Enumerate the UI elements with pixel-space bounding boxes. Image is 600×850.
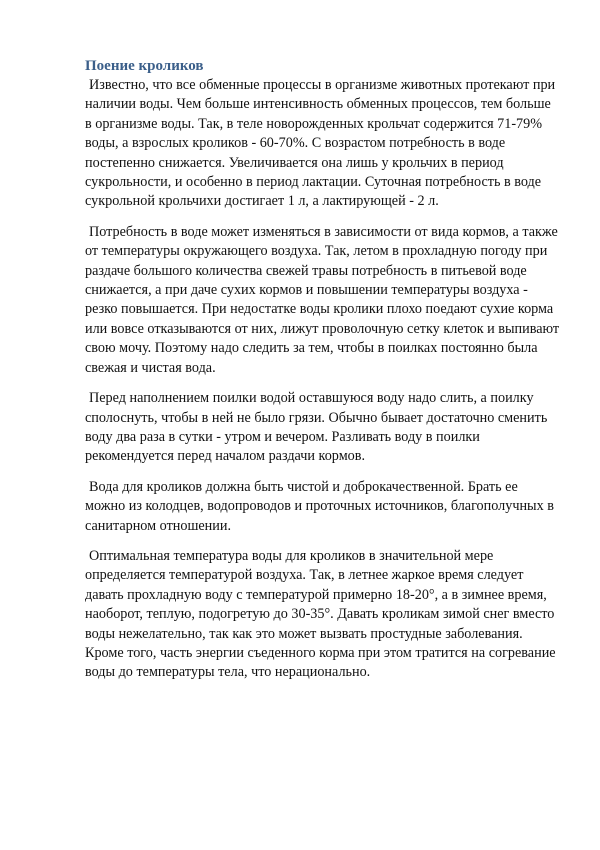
document-body — [85, 56, 560, 694]
paragraph-water-needs-feed: Потребность в воде может изменяться в зависимости от вида кормов, а также от температуры окружающего воздуха. Так, летом в прохладную погоду при раздаче большого количества свежей травы потребность в питьевой воде снижается, а при даче сухих кормов и повышении температуры воздуха - резко повышается. При недостатке воды кролики плохо поедают сухие корма или вовсе отказываются от них, лижут проволочную сетку клеток и выпивают свою мочу. Поэтому надо следить за тем, чтобы в поилках постоянно была свежая и чистая вода. — [85, 223, 560, 376]
paragraph-drinker-refill: Перед наполнением поилки водой оставшуюся воду надо слить, а поилку сполоснуть, чтобы в ней не было грязи. Обычно бывает достаточно сменить воду два раза в сутки - утром и вечером. Разливать воду в поилки рекомендуется перед началом раздачи кормов. — [85, 390, 548, 465]
paragraph-water-temperature: Оптимальная температура воды для кроликов в значительной мере определяется температурой воздуха. Так, в летнее жаркое время следует давать прохладную воду с температурой примерно 18-20°, а в зимнее время, наоборот, теплую, подогретую до 30-35°. Давать кроликам зимой снег вместо воды нежелательно, так как это может вызвать простудные заболевания. Кроме того, часть энергии съеденного корма при этом тратится на согревание воды до температуры тела, что нерационально. — [85, 547, 556, 681]
paragraph-water-metabolism: Известно, что все обменные процессы в организме животных протекают при наличии воды. Чем больше интенсивность обменных процессов, тем больше в организме воды. Так, в теле новорожденных крольчат содержится 71-79% воды, а взрослых кроликов - 60-70%. С возрастом потребность в воде постепенно снижается. Увеличивается она лишь у крольчих в период сукрольности, и особенно в период лактации. Суточная потребность в воде сукрольной крольчихи достигает 1 л, а лактирующей - 2 л. — [85, 77, 556, 210]
paragraph-water-quality: Вода для кроликов должна быть чистой и доброкачественной. Брать ее можно из колодцев, водопроводов и проточных источников, благополучных в санитарном отношении. — [85, 478, 554, 534]
document-title: Поение кроликов — [85, 58, 204, 74]
